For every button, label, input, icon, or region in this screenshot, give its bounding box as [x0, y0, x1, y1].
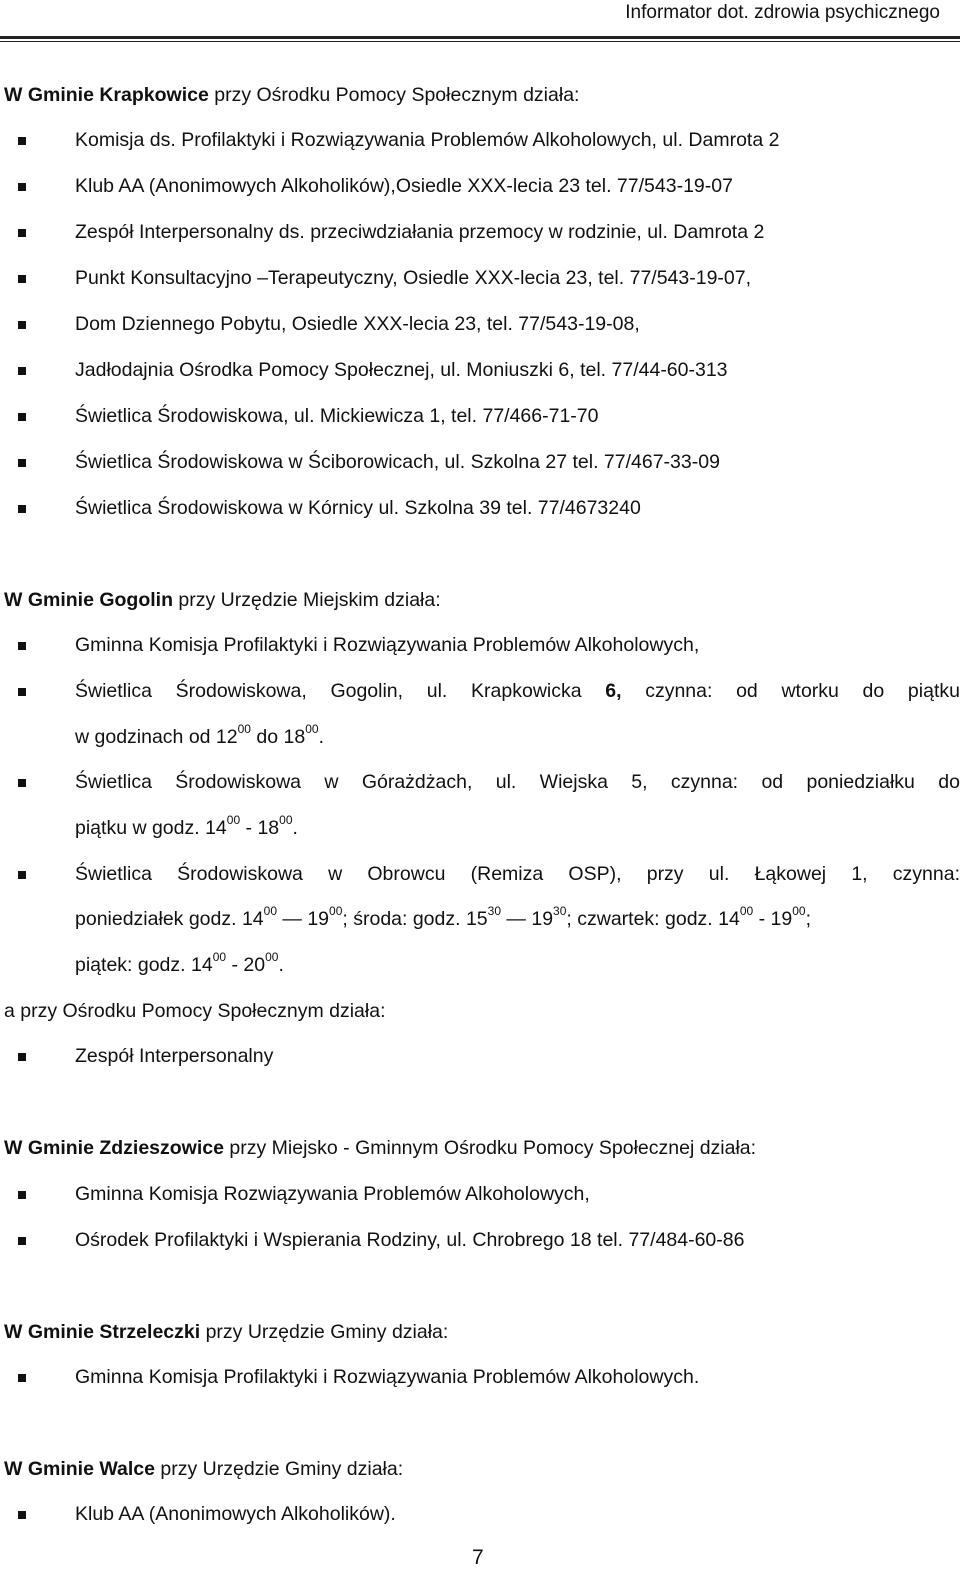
bullet-icon	[18, 229, 26, 237]
section-heading-rest: przy Urzędzie Miejskim działa:	[173, 589, 441, 611]
section-heading-bold: W Gminie Krapkowice	[4, 84, 209, 106]
bullet-icon	[18, 459, 26, 467]
section-heading-bold: W Gminie Walce	[4, 1458, 155, 1480]
bullet-icon	[18, 413, 26, 421]
bullet-icon	[18, 275, 26, 283]
bullet-icon	[18, 1053, 26, 1061]
section-heading-bold: W Gminie Strzeleczki	[4, 1321, 201, 1343]
section-heading-krapkowice	[4, 84, 579, 107]
header-rule-thin	[0, 41, 960, 42]
page-header	[0, 0, 960, 40]
bullet-icon	[18, 1191, 26, 1199]
continuation-line: poniedziałek godz. $14^{00}$ — $19^{00}$; środa: godz. $15^{30}$ — $19^{30}$; czwartek: godz. $14^{00} - 19^{00}$;	[75, 904, 811, 930]
bullet-icon	[18, 505, 26, 513]
section-heading-strzeleczki	[4, 1321, 448, 1344]
section-heading-rest: przy Urzędzie Gminy działa:	[154, 1458, 404, 1480]
page-number: 7	[472, 1546, 484, 1569]
header-title: Informator dot. zdrowia psychicznego	[625, 2, 940, 23]
justified-line: Świetlica Środowiskowa w Górażdżach, ul. Wiejska 5, czynna: od poniedziałku do	[75, 771, 960, 793]
subsection-heading: a przy Ośrodku Pomocy Społecznym działa:	[4, 1000, 386, 1022]
justified-line: Świetlica Środowiskowa, Gogolin, ul. Krapkowicka 6, czynna: od wtorku do piątku	[75, 680, 960, 702]
bullet-icon	[18, 1374, 26, 1382]
bullet-icon	[18, 642, 26, 650]
bullet-icon	[18, 137, 26, 145]
continuation-line: piątek: godz. $14^{00} - 20^{00}$.	[75, 950, 284, 976]
section-heading-rest: przy Ośrodku Pomocy Społecznym działa:	[208, 84, 580, 106]
justified-line: Świetlica Środowiskowa w Obrowcu (Remiza OSP), przy ul. Łąkowej 1, czynna:	[75, 863, 960, 885]
continuation-line: piątku w godz. $14^{00} - 18^{00}$.	[75, 813, 298, 839]
bullet-icon	[18, 367, 26, 375]
section-heading-bold: W Gminie Gogolin	[4, 589, 173, 611]
bullet-icon	[18, 688, 26, 696]
bullet-icon	[18, 1237, 26, 1245]
bullet-icon	[18, 779, 26, 787]
section-heading-zdzieszowice	[4, 1137, 756, 1160]
section-heading-rest: przy Urzędzie Gminy działa:	[200, 1321, 449, 1343]
header-rule	[0, 36, 960, 39]
bullet-icon	[18, 183, 26, 191]
bullet-icon	[18, 1511, 26, 1519]
section-heading-rest: przy Miejsko - Gminnym Ośrodku Pomocy Społecznej działa:	[223, 1137, 757, 1159]
bullet-icon	[18, 871, 26, 879]
continuation-line: w godzinach od $12^{00}$ do $18^{00}$.	[75, 722, 324, 748]
bullet-icon	[18, 321, 26, 329]
section-heading-bold: W Gminie Zdzieszowice	[4, 1137, 224, 1159]
section-heading-walce	[4, 1458, 403, 1481]
section-heading-gogolin	[4, 589, 441, 612]
